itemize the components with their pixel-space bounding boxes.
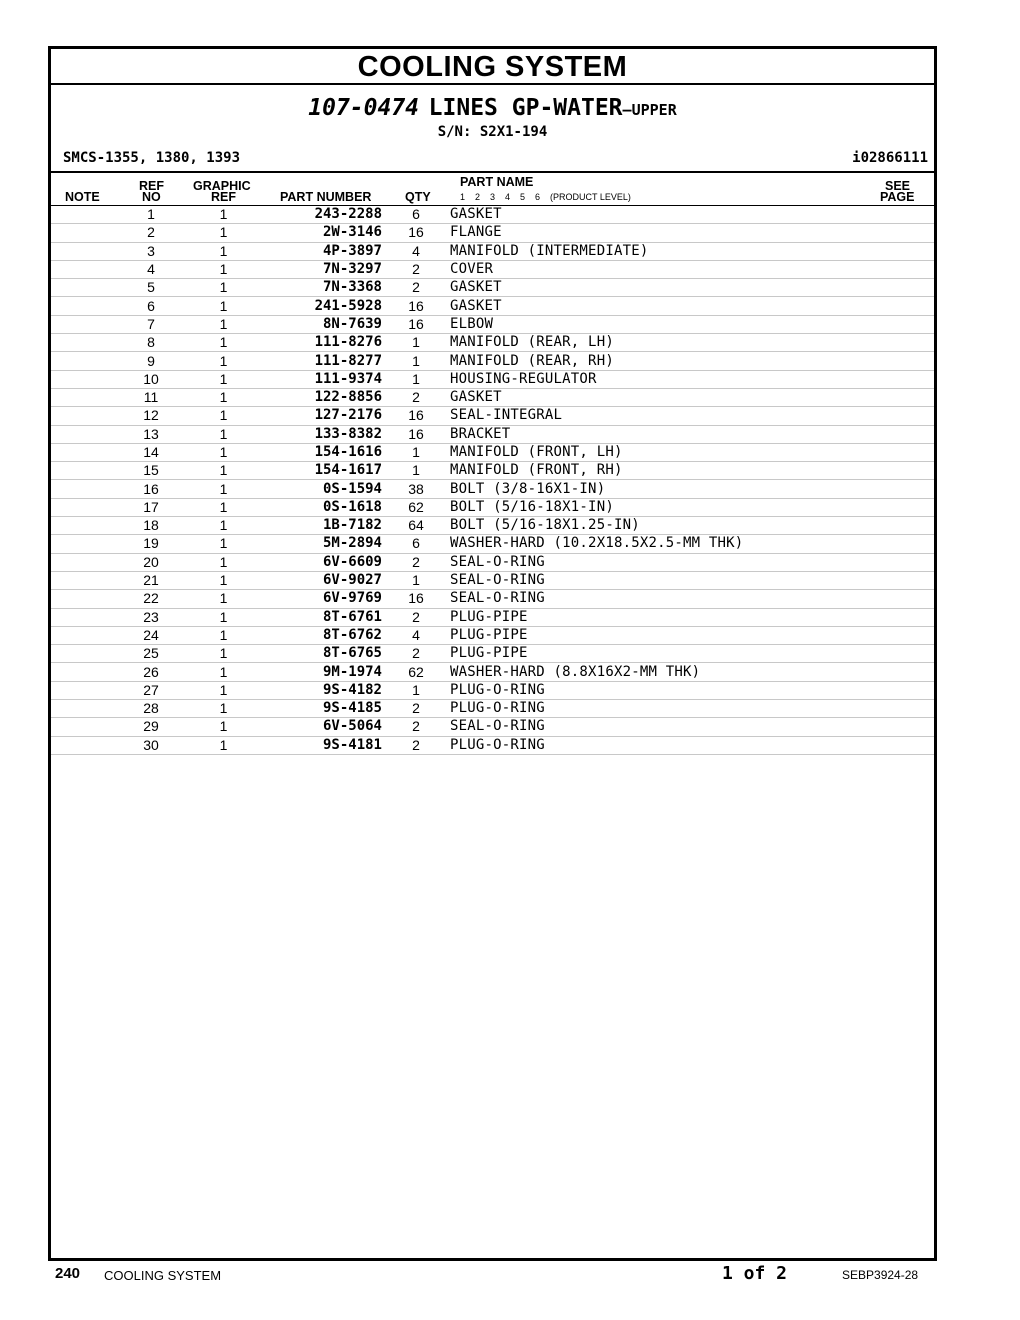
part-number: 2W-3146 — [260, 224, 382, 242]
graphic-ref: 1 — [187, 535, 260, 553]
part-name: GASKET — [450, 388, 854, 406]
part-number: 8T-6762 — [260, 626, 382, 644]
product-levels: 1 2 3 4 5 6 (PRODUCT LEVEL) — [460, 192, 631, 202]
parts-table — [51, 206, 934, 755]
ref-number: 14 — [115, 443, 187, 461]
graphic-ref: 1 — [187, 571, 260, 589]
part-number: 1B-7182 — [260, 517, 382, 535]
part-number: 6V-9027 — [260, 571, 382, 589]
part-number: 111-8277 — [260, 352, 382, 370]
quantity: 38 — [382, 480, 450, 498]
header-qty: QTY — [405, 190, 431, 204]
part-name: SEAL-O-RING — [450, 718, 854, 736]
part-number: 9S-4182 — [260, 681, 382, 699]
header-part-name: PART NAME — [460, 175, 534, 189]
table-row — [51, 700, 934, 718]
quantity: 2 — [382, 608, 450, 626]
table-row — [51, 242, 934, 260]
quantity: 1 — [382, 370, 450, 388]
see-page — [854, 480, 934, 498]
ref-number: 2 — [115, 224, 187, 242]
quantity: 2 — [382, 645, 450, 663]
part-name: MANIFOLD (FRONT, LH) — [450, 443, 854, 461]
part-name: PLUG-PIPE — [450, 645, 854, 663]
part-name: SEAL-O-RING — [450, 571, 854, 589]
see-page — [854, 407, 934, 425]
graphic-ref: 1 — [187, 370, 260, 388]
part-number: 6V-9769 — [260, 590, 382, 608]
table-row — [51, 370, 934, 388]
page-title: COOLING SYSTEM — [51, 49, 934, 85]
ref-number: 4 — [115, 260, 187, 278]
header-note: NOTE — [65, 190, 100, 204]
ref-number: 25 — [115, 645, 187, 663]
see-page — [854, 443, 934, 461]
quantity: 1 — [382, 443, 450, 461]
quantity: 2 — [382, 718, 450, 736]
quantity: 6 — [382, 535, 450, 553]
footer-section: COOLING SYSTEM — [104, 1268, 222, 1283]
part-number: 8T-6765 — [260, 645, 382, 663]
quantity: 16 — [382, 297, 450, 315]
note-cell — [51, 206, 115, 224]
part-number: 243-2288 — [260, 206, 382, 224]
graphic-ref: 1 — [187, 407, 260, 425]
quantity: 16 — [382, 590, 450, 608]
part-name: MANIFOLD (REAR, LH) — [450, 334, 854, 352]
ref-number: 22 — [115, 590, 187, 608]
graphic-ref: 1 — [187, 700, 260, 718]
part-name: SEAL-O-RING — [450, 590, 854, 608]
note-cell — [51, 608, 115, 626]
see-page — [854, 626, 934, 644]
table-row — [51, 334, 934, 352]
note-cell — [51, 571, 115, 589]
part-name: PLUG-O-RING — [450, 700, 854, 718]
note-cell — [51, 425, 115, 443]
note-cell — [51, 517, 115, 535]
table-row — [51, 608, 934, 626]
part-number: 6V-5064 — [260, 718, 382, 736]
parts-page-frame — [48, 46, 937, 1261]
note-cell — [51, 462, 115, 480]
see-page — [854, 681, 934, 699]
see-page — [854, 645, 934, 663]
table-row — [51, 206, 934, 224]
footer-document-id: SEBP3924-28 — [842, 1268, 919, 1282]
part-number: 127-2176 — [260, 407, 382, 425]
see-page — [854, 462, 934, 480]
table-row — [51, 224, 934, 242]
part-name: SEAL-O-RING — [450, 553, 854, 571]
quantity: 2 — [382, 388, 450, 406]
see-page — [854, 535, 934, 553]
graphic-ref: 1 — [187, 553, 260, 571]
graphic-ref: 1 — [187, 736, 260, 754]
ref-number: 20 — [115, 553, 187, 571]
see-page — [854, 279, 934, 297]
quantity: 2 — [382, 700, 450, 718]
group-number: 107-0474 — [308, 95, 420, 121]
ref-number: 17 — [115, 498, 187, 516]
see-page — [854, 553, 934, 571]
ref-number: 8 — [115, 334, 187, 352]
quantity: 2 — [382, 736, 450, 754]
see-page — [854, 242, 934, 260]
graphic-ref: 1 — [187, 681, 260, 699]
ref-number: 19 — [115, 535, 187, 553]
table-row — [51, 498, 934, 516]
ref-number: 12 — [115, 407, 187, 425]
quantity: 2 — [382, 279, 450, 297]
table-row — [51, 590, 934, 608]
table-row — [51, 681, 934, 699]
graphic-ref: 1 — [187, 388, 260, 406]
graphic-ref: 1 — [187, 718, 260, 736]
part-name: GASKET — [450, 279, 854, 297]
table-row — [51, 517, 934, 535]
part-name: COVER — [450, 260, 854, 278]
part-name: PLUG-PIPE — [450, 608, 854, 626]
see-page — [854, 608, 934, 626]
quantity: 16 — [382, 425, 450, 443]
quantity: 62 — [382, 663, 450, 681]
ref-number: 5 — [115, 279, 187, 297]
graphic-ref: 1 — [187, 224, 260, 242]
header-ref-top: REF — [139, 179, 164, 193]
part-name: WASHER-HARD (8.8X16X2-MM THK) — [450, 663, 854, 681]
table-row — [51, 297, 934, 315]
quantity: 1 — [382, 334, 450, 352]
part-name: BOLT (3/8-16X1-IN) — [450, 480, 854, 498]
table-row — [51, 279, 934, 297]
table-row — [51, 645, 934, 663]
part-name: FLANGE — [450, 224, 854, 242]
part-number: 111-9374 — [260, 370, 382, 388]
quantity: 6 — [382, 206, 450, 224]
graphic-ref: 1 — [187, 425, 260, 443]
part-name: SEAL-INTEGRAL — [450, 407, 854, 425]
ref-number: 21 — [115, 571, 187, 589]
ref-number: 29 — [115, 718, 187, 736]
table-row — [51, 425, 934, 443]
table-row — [51, 535, 934, 553]
quantity: 16 — [382, 224, 450, 242]
table-row — [51, 315, 934, 333]
graphic-ref: 1 — [187, 279, 260, 297]
table-row — [51, 352, 934, 370]
note-cell — [51, 334, 115, 352]
group-heading — [51, 95, 934, 121]
part-number: 7N-3368 — [260, 279, 382, 297]
header-graphic-bottom: REF — [211, 190, 236, 204]
part-number: 154-1616 — [260, 443, 382, 461]
ref-number: 28 — [115, 700, 187, 718]
part-number: 5M-2894 — [260, 535, 382, 553]
table-row — [51, 553, 934, 571]
footer-page-of: 1 of 2 — [722, 1263, 788, 1284]
quantity: 1 — [382, 352, 450, 370]
part-name: ELBOW — [450, 315, 854, 333]
note-cell — [51, 297, 115, 315]
note-cell — [51, 388, 115, 406]
ref-number: 23 — [115, 608, 187, 626]
see-page — [854, 206, 934, 224]
graphic-ref: 1 — [187, 334, 260, 352]
part-number: 133-8382 — [260, 425, 382, 443]
part-name: BRACKET — [450, 425, 854, 443]
table-row — [51, 626, 934, 644]
note-cell — [51, 645, 115, 663]
see-page — [854, 388, 934, 406]
note-cell — [51, 242, 115, 260]
part-name: PLUG-O-RING — [450, 736, 854, 754]
part-name: PLUG-PIPE — [450, 626, 854, 644]
ref-number: 10 — [115, 370, 187, 388]
part-number: 9M-1974 — [260, 663, 382, 681]
table-row — [51, 407, 934, 425]
smcs-codes: SMCS-1355, 1380, 1393 — [63, 150, 241, 166]
group-subtitle: —UPPER — [622, 101, 677, 119]
part-number: 241-5928 — [260, 297, 382, 315]
ref-number: 13 — [115, 425, 187, 443]
see-page — [854, 571, 934, 589]
ref-number: 6 — [115, 297, 187, 315]
note-cell — [51, 315, 115, 333]
part-number: 8T-6761 — [260, 608, 382, 626]
ref-number: 18 — [115, 517, 187, 535]
part-name: PLUG-O-RING — [450, 681, 854, 699]
see-page — [854, 315, 934, 333]
note-cell — [51, 279, 115, 297]
graphic-ref: 1 — [187, 645, 260, 663]
see-page — [854, 370, 934, 388]
graphic-ref: 1 — [187, 498, 260, 516]
ref-number: 27 — [115, 681, 187, 699]
see-page — [854, 297, 934, 315]
note-cell — [51, 553, 115, 571]
part-name: MANIFOLD (INTERMEDIATE) — [450, 242, 854, 260]
serial-number: S/N: S2X1-194 — [437, 124, 548, 140]
quantity: 64 — [382, 517, 450, 535]
table-row — [51, 462, 934, 480]
note-cell — [51, 224, 115, 242]
table-row — [51, 443, 934, 461]
part-name: WASHER-HARD (10.2X18.5X2.5-MM THK) — [450, 535, 854, 553]
part-number: 7N-3297 — [260, 260, 382, 278]
part-number: 4P-3897 — [260, 242, 382, 260]
header-see-top: SEE — [885, 179, 911, 193]
part-name: MANIFOLD (FRONT, RH) — [450, 462, 854, 480]
note-cell — [51, 626, 115, 644]
note-cell — [51, 407, 115, 425]
see-page — [854, 590, 934, 608]
see-page — [854, 260, 934, 278]
note-cell — [51, 718, 115, 736]
ref-number: 16 — [115, 480, 187, 498]
footer-page-number: 240 — [55, 1265, 81, 1282]
graphic-ref: 1 — [187, 297, 260, 315]
part-number: 9S-4181 — [260, 736, 382, 754]
table-row — [51, 718, 934, 736]
header-graphic-top: GRAPHIC — [193, 179, 251, 193]
note-cell — [51, 443, 115, 461]
graphic-ref: 1 — [187, 462, 260, 480]
note-cell — [51, 370, 115, 388]
ref-number: 9 — [115, 352, 187, 370]
graphic-ref: 1 — [187, 315, 260, 333]
quantity: 16 — [382, 407, 450, 425]
quantity: 4 — [382, 626, 450, 644]
part-name: HOUSING-REGULATOR — [450, 370, 854, 388]
table-row — [51, 736, 934, 754]
see-page — [854, 334, 934, 352]
table-row — [51, 571, 934, 589]
part-number: 9S-4185 — [260, 700, 382, 718]
ref-number: 1 — [115, 206, 187, 224]
quantity: 4 — [382, 242, 450, 260]
see-page — [854, 517, 934, 535]
note-cell — [51, 590, 115, 608]
quantity: 2 — [382, 260, 450, 278]
see-page — [854, 663, 934, 681]
graphic-ref: 1 — [187, 206, 260, 224]
graphic-ref: 1 — [187, 517, 260, 535]
table-row — [51, 260, 934, 278]
ref-number: 15 — [115, 462, 187, 480]
graphic-ref: 1 — [187, 242, 260, 260]
note-cell — [51, 260, 115, 278]
see-page — [854, 425, 934, 443]
ref-number: 7 — [115, 315, 187, 333]
see-page — [854, 224, 934, 242]
quantity: 1 — [382, 571, 450, 589]
ref-number: 26 — [115, 663, 187, 681]
header-see-bottom: PAGE — [880, 190, 915, 204]
see-page — [854, 352, 934, 370]
quantity: 2 — [382, 553, 450, 571]
part-number: 0S-1618 — [260, 498, 382, 516]
see-page — [854, 498, 934, 516]
part-number: 154-1617 — [260, 462, 382, 480]
quantity: 1 — [382, 681, 450, 699]
note-cell — [51, 736, 115, 754]
header-part-number: PART NUMBER — [280, 190, 372, 204]
graphic-ref: 1 — [187, 626, 260, 644]
graphic-ref: 1 — [187, 260, 260, 278]
part-number: 111-8276 — [260, 334, 382, 352]
ref-number: 3 — [115, 242, 187, 260]
part-number: 0S-1594 — [260, 480, 382, 498]
graphic-ref: 1 — [187, 352, 260, 370]
see-page — [854, 700, 934, 718]
part-name: MANIFOLD (REAR, RH) — [450, 352, 854, 370]
graphic-ref: 1 — [187, 443, 260, 461]
graphic-ref: 1 — [187, 663, 260, 681]
part-number: 8N-7639 — [260, 315, 382, 333]
quantity: 62 — [382, 498, 450, 516]
header-ref-bottom: NO — [142, 190, 161, 204]
table-row — [51, 480, 934, 498]
graphic-ref: 1 — [187, 480, 260, 498]
note-cell — [51, 498, 115, 516]
ref-number: 11 — [115, 388, 187, 406]
table-row — [51, 388, 934, 406]
note-cell — [51, 681, 115, 699]
note-cell — [51, 480, 115, 498]
graphic-ref: 1 — [187, 608, 260, 626]
part-name: GASKET — [450, 206, 854, 224]
quantity: 1 — [382, 462, 450, 480]
part-name: BOLT (5/16-18X1.25-IN) — [450, 517, 854, 535]
part-name: BOLT (5/16-18X1-IN) — [450, 498, 854, 516]
note-cell — [51, 700, 115, 718]
group-name: LINES GP-WATER — [428, 95, 623, 121]
table-row — [51, 663, 934, 681]
part-number: 122-8856 — [260, 388, 382, 406]
see-page — [854, 718, 934, 736]
part-name: GASKET — [450, 297, 854, 315]
ref-number: 24 — [115, 626, 187, 644]
ref-number: 30 — [115, 736, 187, 754]
see-page — [854, 736, 934, 754]
graphic-ref: 1 — [187, 590, 260, 608]
note-cell — [51, 352, 115, 370]
quantity: 16 — [382, 315, 450, 333]
part-number: 6V-6609 — [260, 553, 382, 571]
illustration-id: i02866111 — [852, 150, 928, 166]
note-cell — [51, 663, 115, 681]
note-cell — [51, 535, 115, 553]
